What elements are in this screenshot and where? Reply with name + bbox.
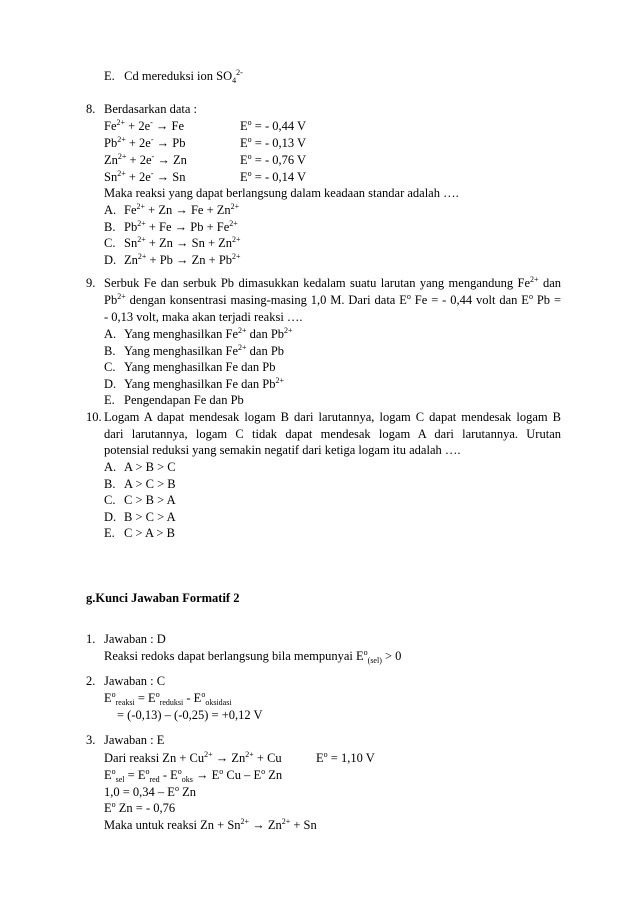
- q9-line-3: - 0,13 volt, maka akan terjadi reaksi ….: [104, 310, 303, 324]
- a3-label: Jawaban : E: [104, 733, 165, 747]
- q8-data-row: $Pb^{2+} + 2e^- \to Pb$ $E^o$ = - 0,13 V: [104, 135, 307, 150]
- q10-line-3: potensial reduksi yang semakin negatif dari ketiga logam itu adalah ….: [104, 443, 461, 457]
- a1-number: 1.: [86, 632, 96, 646]
- q10-option: E. C > A > B: [104, 526, 175, 541]
- q10-option: B. A > C > B: [104, 476, 176, 491]
- q8-option: A. $Fe^{2+} + Zn \to Fe + Zn^{2+}$: [104, 202, 240, 217]
- q9-line-1: Serbuk Fe dan serbuk Pb dimasukkan kedalam suatu larutan yang mengandung $Fe^{2+}$ dan: [104, 275, 561, 290]
- q8-data-row: $Zn^{2+} + 2e^- \to Zn$ $E^o$ = - 0,76 V: [104, 152, 307, 167]
- q8-intro: Berdasarkan data :: [104, 102, 198, 116]
- a2-calc: = (-0,13) – (-0,25) = +0,12 V: [117, 708, 263, 722]
- q8-data-row: $Fe^{2+} + 2e^- \to Fe$ $E^o$ = - 0,44 V: [104, 118, 307, 133]
- q10-line-1: Logam A dapat mendesak logam B dari larutannya, logam C dapat mendesak logam B: [104, 410, 561, 424]
- q10-option: A. A > B > C: [104, 460, 176, 474]
- q8-data-potential: $E^o$ = - 0,13 V: [240, 135, 307, 150]
- q8-number: 8.: [86, 102, 96, 116]
- q10-number: 10.: [86, 410, 102, 424]
- q9-option: D. Yang menghasilkan Fe dan $Pb^{2+}$: [104, 375, 285, 391]
- q9-number: 9.: [86, 276, 96, 290]
- q9-option: E. Pengendapan Fe dan Pb: [104, 393, 244, 408]
- q8-data-potential: $E^o$ = - 0,14 V: [240, 169, 307, 184]
- q7-option-e: E. Cd mereduksi ion $SO_4^{2-}$: [104, 68, 243, 85]
- q10-option: D. B > C > A: [104, 509, 176, 524]
- q8-option: B. $Pb^{2+} + Fe \to Pb + Fe^{2+}$: [104, 218, 238, 234]
- q8-data-row: $Sn^{2+} + 2e^- \to Sn$ $E^o$ = - 0,14 V: [104, 169, 307, 184]
- a2-label: Jawaban : C: [104, 674, 166, 688]
- a3-number: 3.: [86, 733, 96, 747]
- q9-option: A. Yang menghasilkan $Fe^{2+}$ dan $Pb^{2+}$: [104, 326, 293, 341]
- q9-option: C. Yang menghasilkan Fe dan Pb: [104, 360, 276, 375]
- q8-data-potential: $E^o$ = - 0,44 V: [240, 118, 307, 133]
- q8-question: Maka reaksi yang dapat berlangsung dalam keadaan standar adalah ….: [104, 186, 459, 200]
- a3-reaction: Dari reaksi $Zn + Cu^{2+} \to Zn^{2+} + Cu$: [104, 750, 282, 765]
- a3-cell-equation: $E^o_{sel} = E^o_{red} - E^o_{oks} \to E^o$ Cu – $E^o$ Zn: [104, 767, 283, 784]
- a2-number: 2.: [86, 674, 96, 688]
- a3-step-1: $1,0 = 0,34 - E^o$ Zn: [104, 784, 196, 799]
- a3-reaction-potential: $E^o = 1,10$ V: [316, 750, 375, 765]
- section-title: g.Kunci Jawaban Formatif 2: [86, 591, 240, 605]
- a2-equation: $E^o_{reaksi} = E^o_{reduksi} - E^o_{oksidasi}$: [104, 690, 232, 707]
- a1-explanation: Reaksi redoks dapat berlangsung bila mempunyai $E^o_{(sel)} > 0$: [104, 648, 402, 665]
- q9-line-2: $Pb^{2+}$ dengan konsentrasi masing-masing 1,0 M. Dari data $E^o$ Fe = - 0,44 volt dan $E^o$ Pb =: [104, 292, 561, 307]
- q8-option: C. $Sn^{2+} + Zn \to Sn + Zn^{2+}$: [104, 235, 241, 250]
- a3-step-3: Maka untuk reaksi $Zn + Sn^{2+} \to Zn^{2+} + Sn$: [104, 817, 317, 832]
- q8-option: D. $Zn^{2+} + Pb \to Zn + Pb^{2+}$: [104, 251, 241, 267]
- q10-line-2: dari larutannya, logam C tidak dapat mendesak logam A dari larutannya. Urutan: [104, 427, 561, 441]
- q10-option: C. C > B > A: [104, 493, 176, 508]
- a1-label: Jawaban : D: [104, 632, 166, 646]
- a3-step-2: $E^o$ Zn = - 0,76: [104, 800, 176, 815]
- q9-option: B. Yang menghasilkan $Fe^{2+}$ dan Pb: [104, 342, 285, 358]
- q8-data-potential: $E^o$ = - 0,76 V: [240, 152, 307, 167]
